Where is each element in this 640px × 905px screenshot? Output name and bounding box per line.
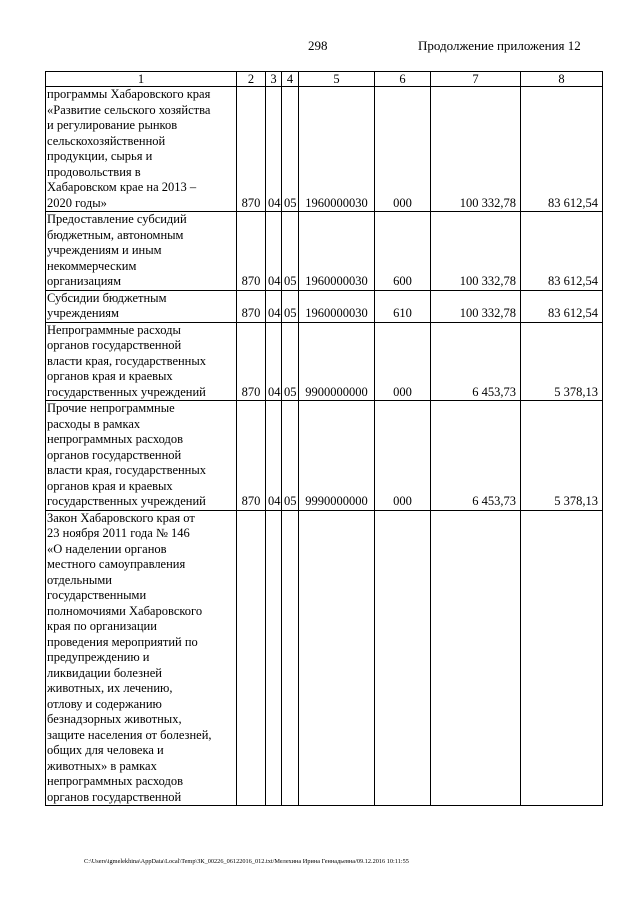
description-line: отлову и содержанию — [47, 696, 162, 711]
column-number: 3 — [266, 72, 282, 87]
page-number: 298 — [308, 38, 328, 53]
description-line: 2020 годы» — [47, 195, 107, 210]
description-cell — [46, 87, 237, 212]
section-code-cell — [266, 510, 282, 806]
amount-2-cell: 83 612,54 — [521, 212, 603, 291]
description-line: органов государственной — [47, 789, 182, 804]
ministry-code-cell — [237, 510, 266, 806]
description-line: местного самоуправления — [47, 557, 186, 571]
description-line: «О наделении органов — [47, 541, 167, 556]
subsection-code-cell: 05 — [282, 401, 299, 511]
amount-1-cell: 100 332,78 — [431, 212, 521, 291]
description-line: Предоставление субсидий — [47, 212, 187, 226]
description-line: непрограммных расходов — [47, 432, 183, 446]
column-number: 4 — [282, 72, 299, 87]
description-line: некоммерческим — [47, 258, 137, 273]
description-line: безнадзорных животных, — [47, 712, 182, 726]
ministry-code-cell: 870 — [237, 401, 266, 511]
description-line: края по организации — [47, 619, 157, 633]
ministry-code-cell: 870 — [237, 322, 266, 401]
budget-table — [45, 71, 603, 806]
expense-type-cell: 000 — [375, 322, 431, 401]
subsection-code-cell — [282, 510, 299, 806]
description-line: государственными — [47, 588, 147, 602]
table-row — [46, 322, 603, 401]
table-row — [46, 510, 603, 806]
description-line: Закон Хабаровского края от — [47, 510, 195, 525]
description-line: животных, их лечению, — [47, 681, 173, 695]
ministry-code-cell: 870 — [237, 87, 266, 212]
appendix-continuation-note: Продолжение приложения 12 — [418, 38, 581, 53]
expense-type-cell — [375, 510, 431, 806]
description-line: и регулирование рынков — [47, 118, 178, 132]
amount-1-cell: 100 332,78 — [431, 290, 521, 322]
description-line: организациям — [47, 274, 122, 288]
description-line: предупреждению и — [47, 650, 150, 664]
description-line: отдельными — [47, 572, 112, 587]
target-article-cell — [299, 510, 375, 806]
expense-type-cell: 000 — [375, 87, 431, 212]
section-code-cell: 04 — [266, 212, 282, 291]
amount-2-cell: 83 612,54 — [521, 290, 603, 322]
amount-2-cell: 5 378,13 — [521, 322, 603, 401]
target-article-cell: 9990000000 — [299, 401, 375, 511]
description-line: «Развитие сельского хозяйства — [47, 102, 211, 117]
description-line: продовольствия в — [47, 164, 141, 179]
column-number: 1 — [46, 72, 237, 87]
target-article-cell: 9900000000 — [299, 322, 375, 401]
description-cell — [46, 510, 237, 806]
description-line: проведения мероприятий по — [47, 634, 198, 649]
table-row — [46, 87, 603, 212]
amount-1-cell: 100 332,78 — [431, 87, 521, 212]
description-line: власти края, государственных — [47, 353, 207, 368]
description-line: ликвидации болезней — [47, 665, 162, 680]
subsection-code-cell: 05 — [282, 87, 299, 212]
footer-file-path: C:\Users\igmelekhina\AppData\Local\Temp\ЗК_00226_06122016_012.txt/Мелехина Ирина Геннадьевна/09.12.2016 10:11:55 — [84, 858, 409, 865]
description-line: расходы в рамках — [47, 416, 141, 431]
amount-1-cell: 6 453,73 — [431, 401, 521, 511]
expense-type-cell: 000 — [375, 401, 431, 511]
expense-type-cell: 610 — [375, 290, 431, 322]
description-cell — [46, 401, 237, 511]
description-line: защите населения от болезней, — [47, 727, 212, 742]
column-number: 8 — [521, 72, 603, 87]
description-line: органов государственной — [47, 338, 182, 352]
amount-2-cell: 83 612,54 — [521, 87, 603, 212]
amount-2-cell: 5 378,13 — [521, 401, 603, 511]
subsection-code-cell: 05 — [282, 212, 299, 291]
subsection-code-cell: 05 — [282, 322, 299, 401]
column-number: 5 — [299, 72, 375, 87]
description-line: полномочиями Хабаровского — [47, 603, 203, 618]
description-line: органов края и краевых — [47, 478, 173, 493]
description-line: 23 ноября 2011 года № 146 — [47, 526, 190, 540]
column-number: 6 — [375, 72, 431, 87]
table-row — [46, 212, 603, 291]
description-line: животных» в рамках — [47, 758, 157, 773]
description-line: Субсидии бюджетным — [47, 290, 167, 305]
target-article-cell: 1960000030 — [299, 87, 375, 212]
description-line: бюджетным, автономным — [47, 227, 184, 242]
description-line: Хабаровском крае на 2013 – — [47, 180, 197, 194]
description-line: органов государственной — [47, 447, 182, 462]
column-number: 7 — [431, 72, 521, 87]
column-number: 2 — [237, 72, 266, 87]
table-row — [46, 290, 603, 322]
target-article-cell: 1960000030 — [299, 290, 375, 322]
description-line: Прочие непрограммные — [47, 401, 175, 415]
description-cell — [46, 322, 237, 401]
section-code-cell: 04 — [266, 322, 282, 401]
ministry-code-cell: 870 — [237, 290, 266, 322]
amount-2-cell — [521, 510, 603, 806]
ministry-code-cell: 870 — [237, 212, 266, 291]
section-code-cell: 04 — [266, 87, 282, 212]
amount-1-cell: 6 453,73 — [431, 322, 521, 401]
description-line: общих для человека и — [47, 743, 164, 757]
table-row — [46, 401, 603, 511]
section-code-cell: 04 — [266, 290, 282, 322]
section-code-cell: 04 — [266, 401, 282, 511]
description-line: учреждениям и иным — [47, 243, 162, 257]
description-line: государственных учреждений — [47, 384, 206, 399]
description-line: Непрограммные расходы — [47, 322, 181, 337]
target-article-cell: 1960000030 — [299, 212, 375, 291]
description-line: учреждениям — [47, 306, 119, 320]
subsection-code-cell: 05 — [282, 290, 299, 322]
description-line: продукции, сырья и — [47, 149, 153, 163]
description-line: сельскохозяйственной — [47, 133, 166, 148]
column-number-row — [46, 72, 603, 87]
description-cell — [46, 212, 237, 291]
description-cell — [46, 290, 237, 322]
description-line: непрограммных расходов — [47, 774, 183, 788]
description-line: власти края, государственных — [47, 463, 207, 477]
amount-1-cell — [431, 510, 521, 806]
description-line: программы Хабаровского края — [47, 87, 211, 101]
description-line: органов края и краевых — [47, 369, 173, 383]
description-line: государственных учреждений — [47, 494, 206, 508]
expense-type-cell: 600 — [375, 212, 431, 291]
